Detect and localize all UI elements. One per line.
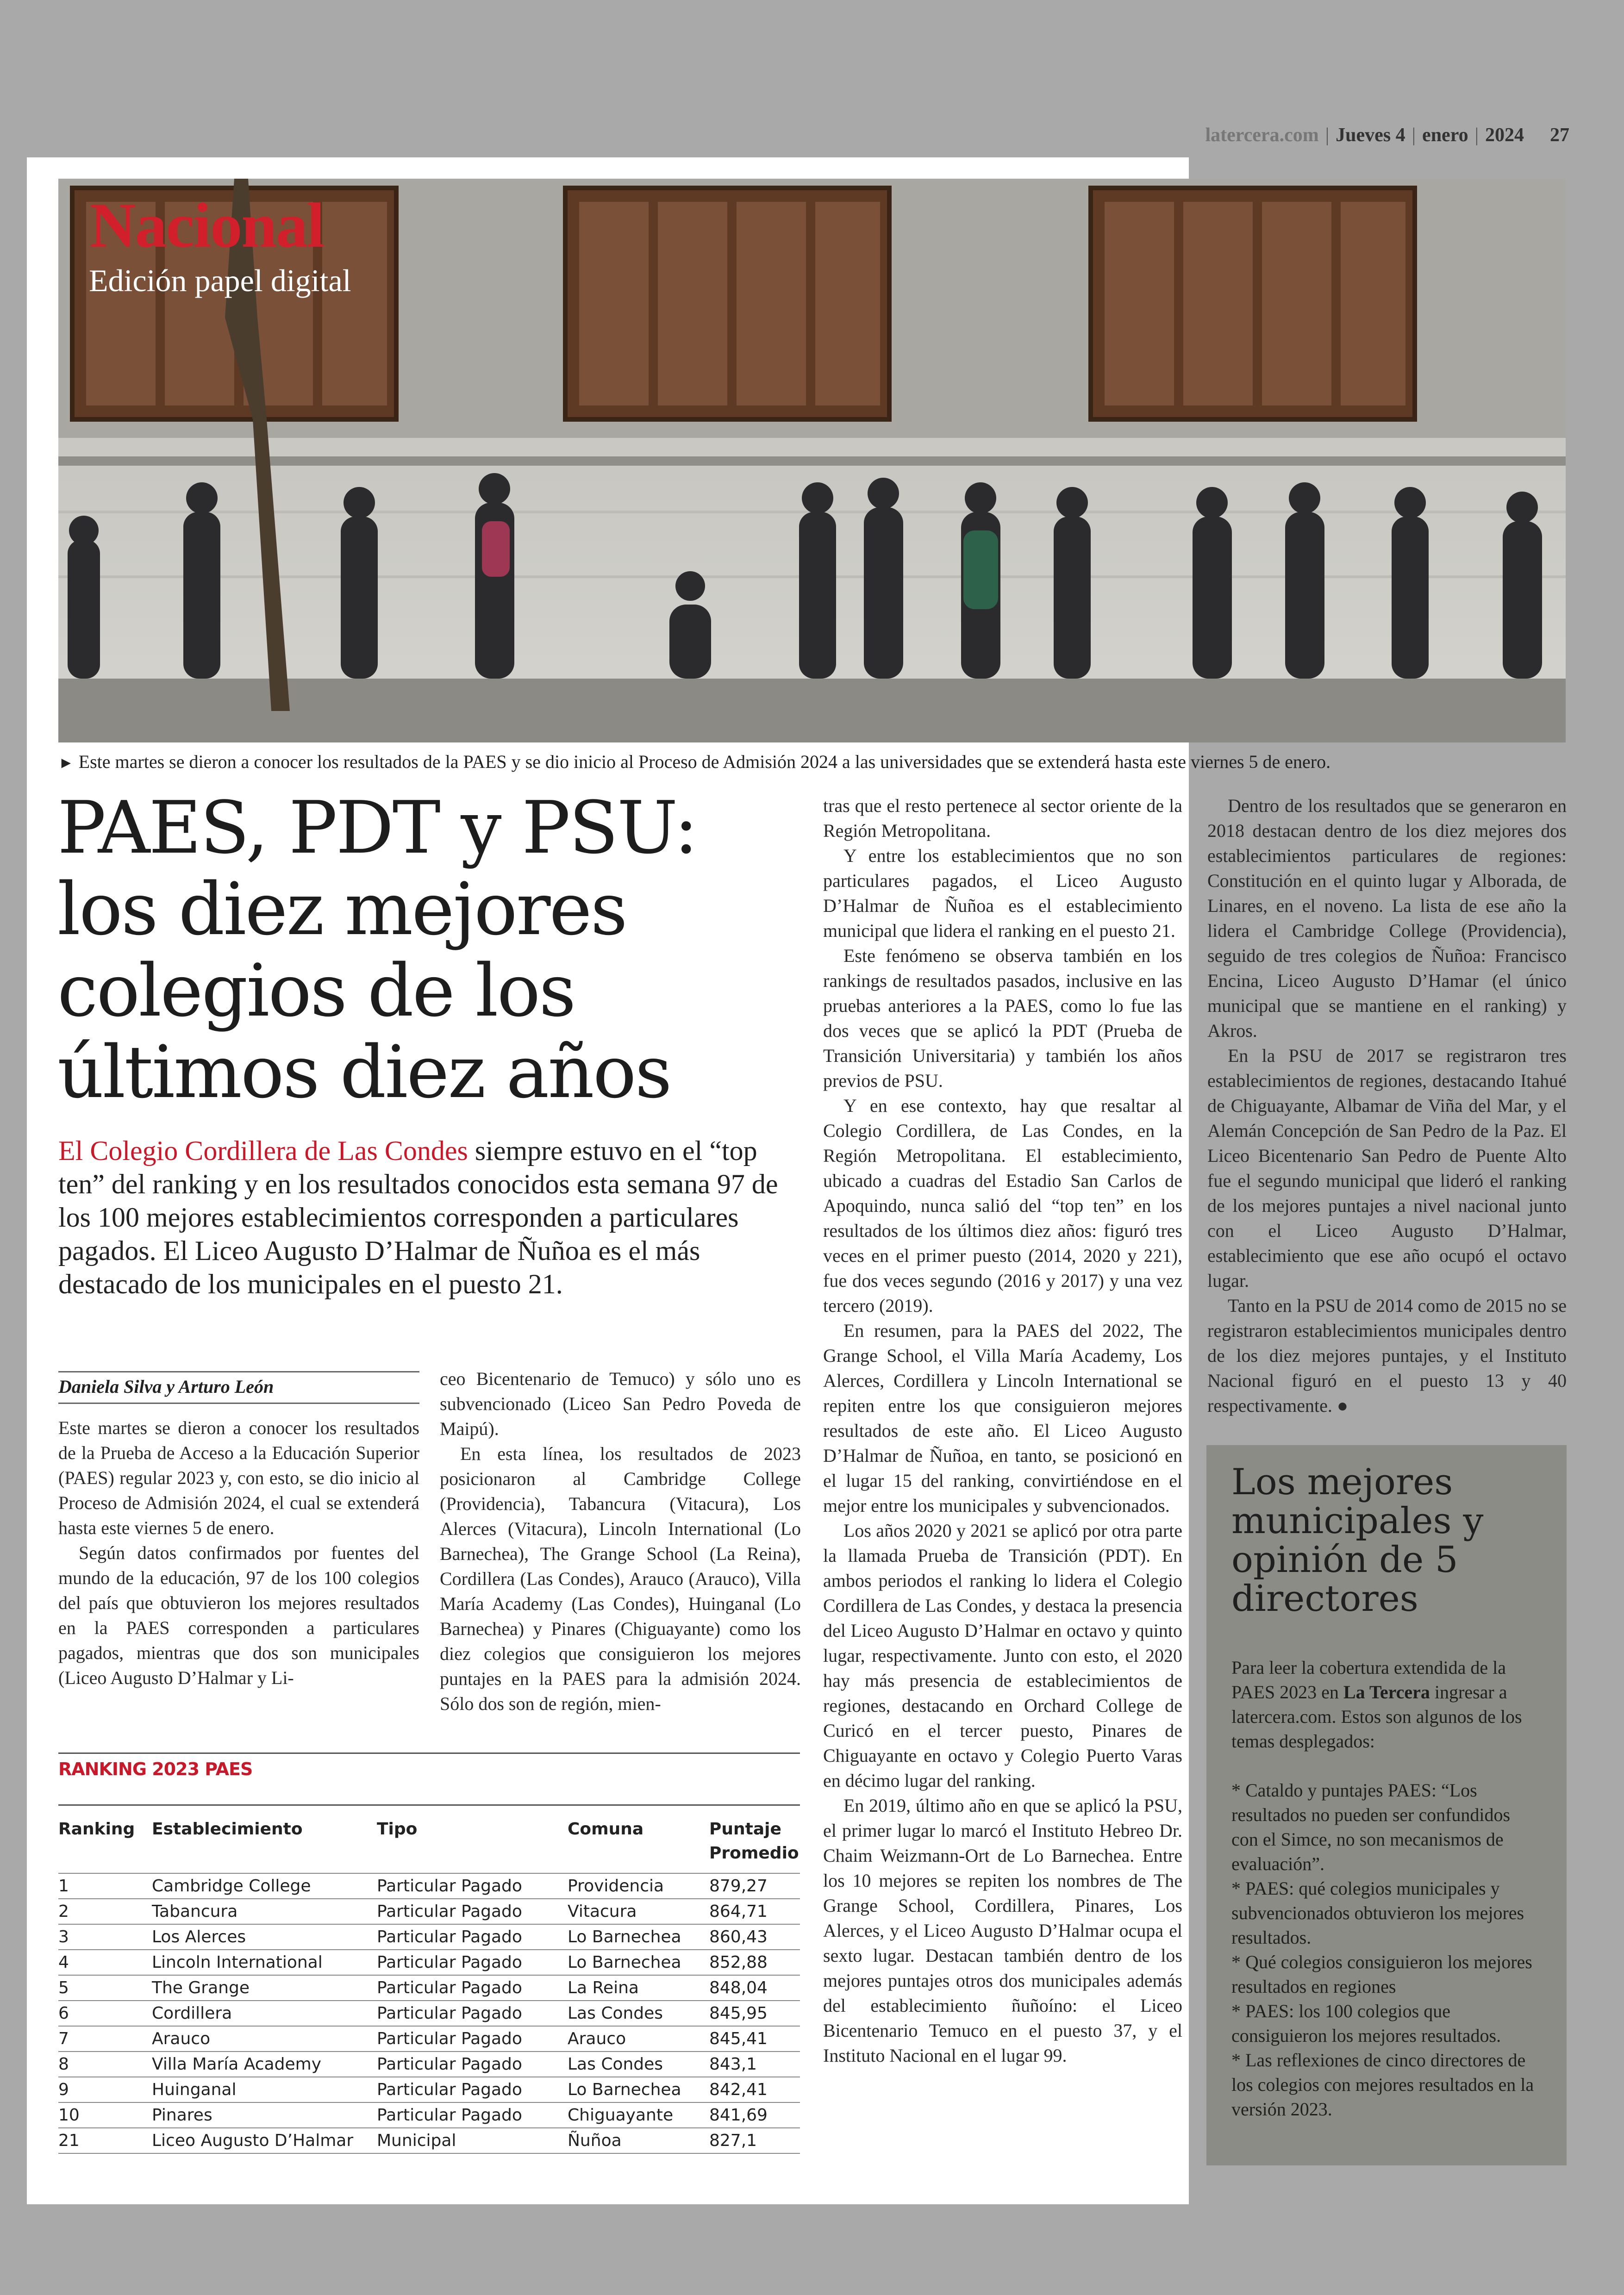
lead-paragraph [58, 1134, 781, 1301]
table-row [58, 1950, 800, 1975]
type-cell: Particular Pagado [377, 2077, 568, 2102]
table-row [58, 2077, 800, 2102]
section-name: Nacional [90, 190, 324, 261]
school-cell: Cambridge College [152, 1873, 377, 1899]
sidebar-item[interactable]: * PAES: los 100 colegios que consiguieron los mejores resultados. [1231, 2001, 1501, 2046]
rank-cell: 21 [58, 2128, 152, 2153]
commune-cell: Las Condes [568, 2052, 709, 2077]
score-cell: 848,04 [709, 1975, 800, 2001]
paragraph [1207, 1293, 1567, 1418]
paragraph: Y en ese contexto, hay que resaltar al Colegio Cordillera, de Las Condes, en la Región Metropolitana. El establecimiento, ubicado a cuadras del Estadio San Carlos de Apoquindo, nunca salió del “top ten” en los resultados de los últimos diez años: figuró tres veces en el primer puesto (2014, 2020 y 221), fue dos veces segundo (2016 y 2017) y una vez tercero (2019). [823, 1095, 1182, 1316]
rank-cell: 9 [58, 2077, 152, 2102]
table-rule [58, 1752, 800, 1754]
rank-cell: 7 [58, 2026, 152, 2052]
type-cell: Particular Pagado [377, 1924, 568, 1950]
score-cell: 827,1 [709, 2128, 800, 2153]
paragraph: Este fenómeno se observa también en los rankings de resultados pasados, inclusive en las pruebas anteriores a la PAES, como lo fue las dos veces que se aplicó la PDT (Prueba de Transición Universitaria) y también los años previos de PSU. [823, 945, 1182, 1091]
byline: Daniela Silva y Arturo León [58, 1376, 274, 1397]
type-cell: Municipal [377, 2128, 568, 2153]
headline-line: colegios de los [57, 948, 575, 1033]
sidebar-body [1231, 1655, 1541, 2121]
sidebar-intro-text: ingresar a latercera.com. Estos son algunos de los temas desplegados: [1231, 1682, 1522, 1752]
section-subtitle: Edición papel digital [89, 263, 351, 298]
paragraph: ceo Bicentenario de Temuco) y sólo uno es subvencionado (Liceo San Pedro Poveda de Maipú). [440, 1368, 801, 1439]
type-cell: Particular Pagado [377, 1899, 568, 1924]
paragraph: Los años 2020 y 2021 se aplicó por otra parte la llamada Prueba de Transición (PDT). En ambos periodos el ranking lo lidera el Colegio Cordillera de Las Condes, y destaca la presencia del Liceo Augusto D’Halmar en octavo y quinto lugar, respectivamente. Junto con esto, el 2020 hay más presencia de establecimientos de regiones, destacando en Orchard College de Curicó en el tercer puesto, Pinares de Chiguayante en octavo y Colegio Puerto Varas en décimo lugar del ranking. [823, 1520, 1182, 1791]
lead-highlight: El Colegio Cordillera de Las Condes [58, 1135, 468, 1166]
rank-cell: 2 [58, 1899, 152, 1924]
separator: | [1325, 125, 1330, 146]
table-row [58, 1899, 800, 1924]
rank-cell: 10 [58, 2102, 152, 2128]
page-header [1205, 124, 1569, 146]
article-column-2 [440, 1366, 801, 1716]
school-cell: Liceo Augusto D’Halmar [152, 2128, 377, 2153]
school-cell: Pinares [152, 2102, 377, 2128]
commune-cell: Lo Barnechea [568, 1924, 709, 1950]
commune-cell: Lo Barnechea [568, 2077, 709, 2102]
byline-rule [58, 1403, 419, 1404]
paragraph: En esta línea, los resultados de 2023 posicionaron al Cambridge College (Providencia), Tabancura (Vitacura), Los Alerces (Vitacura), Lincoln International (Lo Barnechea), The Grange School (La Reina), Cordillera (Las Condes), Arauco (Arauco), Villa María Academy (Las Condes), Huinganal (Lo Barnechea) y Pinares (Chiguayante) como los diez colegios que consiguieron los mejores puntajes en la PAES para la admisión 2024. Sólo dos son de región, mien- [440, 1443, 801, 1714]
paragraph: En la PSU de 2017 se registraron tres establecimientos de regiones, destacando Itahué de Chiguayante, Albamar de Viña del Mar, y el Alemán Concepción de San Pedro de la Paz. El Liceo Bicentenario San Pedro de Puente Alto fue el segundo municipal que lideró el ranking de los mejores puntajes a nivel nacional junto con el Liceo Augusto D’Halmar, establecimiento que ese año ocupó el octavo lugar. [1207, 1045, 1567, 1291]
paragraph: tras que el resto pertenece al sector oriente de la Región Metropolitana. [823, 795, 1182, 841]
rank-cell: 3 [58, 1924, 152, 1950]
paragraph: Según datos confirmados por fuentes del mundo de la educación, 97 de los 100 colegios del país que obtuvieron los mejores resultados en la PAES corresponden a particulares pagados, mientras que dos son municipales (Liceo Augusto D’Halmar y Li- [58, 1542, 419, 1688]
table-rule [58, 1804, 800, 1806]
score-cell: 845,95 [709, 2001, 800, 2026]
separator: | [1412, 125, 1416, 146]
paragraph: Dentro de los resultados que se generaron en 2018 destacan dentro de los diez mejores dos establecimientos particulares de regiones: Constitución en el quinto lugar y Alborada, de Linares, en el noveno. La lista de ese año la lidera el Cambridge College (Providencia), seguido de tres colegios de Ñuñoa: Francisco Encina, Liceo Augusto D’Hamar (el único municipal que se mantiene en el ranking) y Akros. [1207, 795, 1567, 1041]
column-header: Comuna [568, 1820, 644, 1839]
score-cell: 864,71 [709, 1899, 800, 1924]
school-cell: Villa María Academy [152, 2052, 377, 2077]
commune-cell: Las Condes [568, 2001, 709, 2026]
score-cell: 879,27 [709, 1873, 800, 1899]
spacer [1231, 1753, 1541, 1778]
score-cell: 841,69 [709, 2102, 800, 2128]
commune-cell: La Reina [568, 1975, 709, 2001]
paragraph-text: Tanto en la PSU de 2014 como de 2015 no se registraron establecimientos municipales dentro de los diez mejores puntajes, y el Instituto Nacional figuró en el puesto 13 y 40 respectivamente. [1207, 1295, 1567, 1416]
separator: | [1474, 125, 1479, 146]
photo-caption [58, 751, 1568, 773]
sidebar-intro-text: Para leer la cobertura extendida de la PAES 2023 en [1231, 1657, 1506, 1703]
sidebar-item[interactable]: * PAES: qué colegios municipales y subvencionados obtuvieron los mejores resultados. [1231, 1878, 1524, 1948]
commune-cell: Chiguayante [568, 2102, 709, 2128]
paragraph: En resumen, para la PAES del 2022, The Grange School, el Villa María Academy, Los Alerces, Cordillera y Lincoln International se repiten entre los que consiguieron mejores resultados de este año. El Liceo Augusto D’Halmar de Ñuñoa, en tanto, se posicionó en el lugar 15 del ranking, convirtiéndose en el mejor entre los municipales y subvencionados. [823, 1320, 1182, 1516]
school-cell: Arauco [152, 2026, 377, 2052]
commune-cell: Providencia [568, 1873, 709, 1899]
score-cell: 842,41 [709, 2077, 800, 2102]
column-header: Tipo [377, 1820, 418, 1839]
site-name: latercera.com [1205, 125, 1319, 146]
article-column-1 [58, 1416, 419, 1690]
commune-cell: Vitacura [568, 1899, 709, 1924]
school-cell: Tabancura [152, 1899, 377, 1924]
caption-arrow-icon: ► [58, 755, 74, 772]
type-cell: Particular Pagado [377, 1975, 568, 2001]
headline-line: PAES, PDT y PSU: [57, 786, 697, 870]
sidebar-item[interactable]: * Las reflexiones de cinco directores de los colegios con mejores resultados en la versión 2023. [1231, 2050, 1534, 2120]
column-header: Puntaje Promedio [709, 1820, 799, 1863]
table-row [58, 2026, 800, 2052]
table-row [58, 2001, 800, 2026]
rank-cell: 4 [58, 1950, 152, 1975]
date-day: Jueves 4 [1336, 125, 1405, 146]
byline-rule [58, 1371, 419, 1372]
date-year: 2024 [1485, 125, 1524, 146]
school-cell: The Grange [152, 1975, 377, 2001]
score-cell: 845,41 [709, 2026, 800, 2052]
paragraph: En 2019, último año en que se aplicó la PSU, el primer lugar lo marcó el Instituto Hebreo Dr. Chaim Weizmann-Ort de Lo Barnechea. Entre los 10 mejores se repiten los nombres de The Grange School, Cordillera, Pinares, Los Alerces, y el Liceo Augusto D’Halmar ocupa el sexto lugar. Destacan también dentro de los mejores puntajes otros dos municipales además del establecimiento ñuñoíno: el Liceo Bicentenario Temuco en el puesto 37, y el Instituto Nacional en el lugar 99. [823, 1795, 1182, 2066]
type-cell: Particular Pagado [377, 2052, 568, 2077]
table-title: RANKING 2023 PAES [58, 1759, 253, 1779]
headline [57, 787, 761, 1113]
article-column-3 [823, 793, 1182, 2068]
headline-line: los diez mejores [57, 867, 626, 951]
sidebar-item[interactable]: * Qué colegios consiguieron los mejores resultados en regiones [1231, 1952, 1532, 1997]
table-header-row [58, 1817, 800, 1873]
rank-cell: 8 [58, 2052, 152, 2077]
rank-cell: 6 [58, 2001, 152, 2026]
article-column-4 [1207, 793, 1567, 1418]
school-cell: Lincoln International [152, 1950, 377, 1975]
lead-text: siempre estuvo en el “top ten” del ranking y en los resultados conocidos esta semana 97 de los 100 mejores establecimientos corresponden a particulares pagados. El Liceo Augusto D’Halmar de Ñuñoa es el más destacado de los municipales en el puesto 21. [58, 1135, 778, 1299]
table-row [58, 2128, 800, 2153]
column-header: Ranking [58, 1820, 135, 1839]
table-row [58, 1975, 800, 2001]
end-mark-icon: ● [1337, 1395, 1349, 1416]
score-cell: 843,1 [709, 2052, 800, 2077]
type-cell: Particular Pagado [377, 2102, 568, 2128]
school-cell: Huinganal [152, 2077, 377, 2102]
caption-text: Este martes se dieron a conocer los resultados de la PAES y se dio inicio al Proceso de Admisión 2024 a las universidades que se extenderá hasta este viernes 5 de enero. [78, 751, 1331, 772]
type-cell: Particular Pagado [377, 1873, 568, 1899]
sidebar-item[interactable]: * Cataldo y puntajes PAES: “Los resultados no pueden ser confundidos con el Simce, no son mecanismos de evaluación”. [1231, 1780, 1511, 1874]
score-cell: 860,43 [709, 1924, 800, 1950]
headline-line: últimos diez años [57, 1030, 671, 1114]
type-cell: Particular Pagado [377, 1950, 568, 1975]
table-row [58, 1873, 800, 1899]
date-month: enero [1422, 125, 1468, 146]
score-cell: 852,88 [709, 1950, 800, 1975]
school-cell: Los Alerces [152, 1924, 377, 1950]
type-cell: Particular Pagado [377, 2026, 568, 2052]
type-cell: Particular Pagado [377, 2001, 568, 2026]
table-row [58, 1924, 800, 1950]
school-cell: Cordillera [152, 2001, 377, 2026]
ranking-table [58, 1817, 800, 2154]
rank-cell: 1 [58, 1873, 152, 1899]
table-row [58, 2102, 800, 2128]
sidebar-intro [1231, 1655, 1541, 1753]
page-number: 27 [1550, 125, 1569, 146]
table-row [58, 2052, 800, 2077]
column-header: Establecimiento [152, 1820, 303, 1839]
brand-name: La Tercera [1343, 1682, 1430, 1703]
commune-cell: Lo Barnechea [568, 1950, 709, 1975]
commune-cell: Ñuñoa [568, 2128, 709, 2153]
paragraph: Este martes se dieron a conocer los resultados de la Prueba de Acceso a la Educación Superior (PAES) regular 2023 y, con esto, se dio inicio al Proceso de Admisión 2024, el cual se extenderá hasta este viernes 5 de enero. [58, 1417, 419, 1538]
sidebar-title: Los mejores municipales y opinión de 5 directores [1231, 1461, 1484, 1620]
table-body [58, 1873, 800, 2153]
rank-cell: 5 [58, 1975, 152, 2001]
commune-cell: Arauco [568, 2026, 709, 2052]
paragraph: Y entre los establecimientos que no son particulares pagados, el Liceo Augusto D’Halmar de Ñuñoa es el establecimiento municipal que lidera el ranking en el puesto 21. [823, 845, 1182, 941]
